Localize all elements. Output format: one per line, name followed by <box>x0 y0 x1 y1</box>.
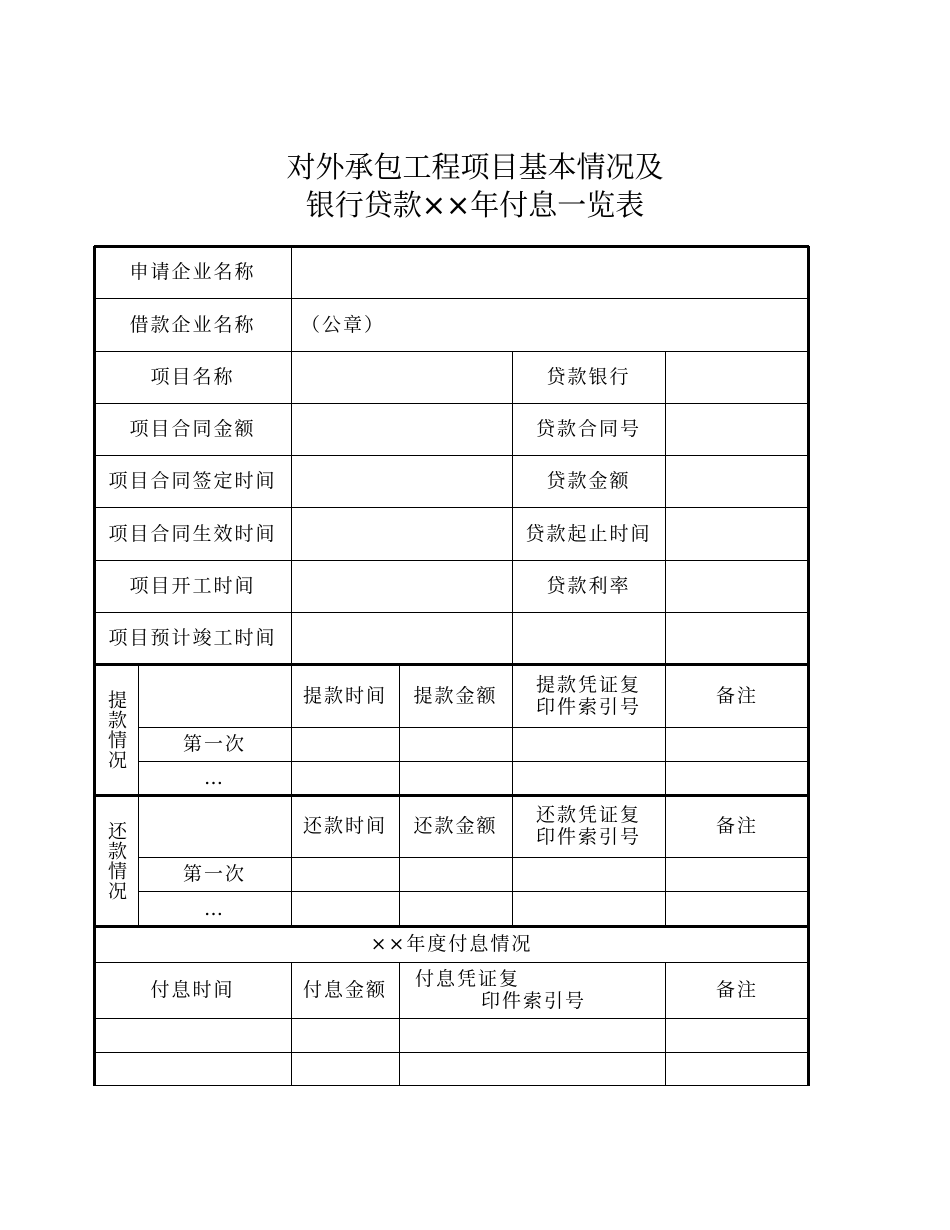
contract-sign-time-field[interactable] <box>291 455 512 507</box>
interest-remark-header: 备注 <box>715 979 758 1001</box>
applicant-name-label: 申请企业名称 <box>129 261 256 283</box>
withdrawal-first-label: 第一次 <box>182 733 246 755</box>
interest-amount-header: 付息金额 <box>302 979 387 1001</box>
form-title-line-1: 对外承包工程项目基本情况及 <box>286 150 664 184</box>
loan-rate-label: 贷款利率 <box>546 575 631 597</box>
start-time-field[interactable] <box>291 560 512 612</box>
applicant-name-field[interactable] <box>291 246 809 298</box>
borrower-stamp-field[interactable] <box>291 298 809 351</box>
withdrawal-voucher-line-1: 提款凭证复 <box>535 673 641 696</box>
loan-amount-label: 贷款金额 <box>546 470 631 492</box>
withdrawal-amount-header: 提款金额 <box>413 684 498 707</box>
loan-amount-field[interactable] <box>665 455 809 507</box>
withdrawal-time-header: 提款时间 <box>302 684 387 707</box>
contract-amount-label: 项目合同金额 <box>129 418 256 440</box>
contract-effective-time-label: 项目合同生效时间 <box>108 522 277 545</box>
project-name-label: 项目名称 <box>150 366 235 388</box>
repayment-voucher-header <box>512 795 665 857</box>
withdrawal-remark-header: 备注 <box>715 684 758 707</box>
extra-blank-cell[interactable] <box>512 612 665 664</box>
repayment-section-label: 还款情况 <box>105 820 127 901</box>
repayment-voucher-line-2: 印件索引号 <box>535 826 641 848</box>
loan-contract-no-label: 贷款合同号 <box>535 418 641 440</box>
official-seal-note: （公章） <box>301 313 386 336</box>
repayment-voucher-line-1: 还款凭证复 <box>535 804 641 826</box>
repayment-more-label: … <box>204 897 225 920</box>
interest-time-header: 付息时间 <box>150 979 235 1001</box>
interest-voucher-line-2: 印件索引号 <box>481 990 587 1012</box>
withdrawal-more-label: … <box>204 767 225 789</box>
withdrawal-section-label: 提款情况 <box>105 689 127 770</box>
contract-sign-time-label: 项目合同签定时间 <box>108 470 277 492</box>
contract-amount-field[interactable] <box>291 403 512 455</box>
interest-voucher-line-1: 付息凭证复 <box>415 968 521 990</box>
repayment-first-label: 第一次 <box>182 863 246 885</box>
project-name-field[interactable] <box>291 351 512 403</box>
contract-effective-time-field[interactable] <box>291 507 512 560</box>
form-title-line-2: 银行贷款××年付息一览表 <box>305 188 645 222</box>
repayment-amount-header: 还款金额 <box>413 815 498 837</box>
interest-voucher-header <box>399 962 665 1018</box>
repayment-remark-header: 备注 <box>715 815 758 837</box>
withdrawal-voucher-header <box>512 664 665 727</box>
withdrawal-voucher-line-2: 印件索引号 <box>535 695 641 718</box>
loan-rate-field[interactable] <box>665 560 809 612</box>
start-time-label: 项目开工时间 <box>129 575 256 597</box>
loan-period-label: 贷款起止时间 <box>525 522 652 545</box>
loan-bank-label: 贷款银行 <box>546 366 631 388</box>
borrower-name-label: 借款企业名称 <box>129 313 256 336</box>
repayment-time-header: 还款时间 <box>302 815 387 837</box>
expected-completion-label: 项目预计竣工时间 <box>108 627 277 649</box>
expected-completion-field[interactable] <box>291 612 512 664</box>
extra-blank-value[interactable] <box>665 612 809 664</box>
loan-period-field[interactable] <box>665 507 809 560</box>
loan-interest-form-table <box>94 246 809 1086</box>
loan-bank-field[interactable] <box>665 351 809 403</box>
interest-section-header: ××年度付息情况 <box>370 933 533 955</box>
loan-contract-no-field[interactable] <box>665 403 809 455</box>
